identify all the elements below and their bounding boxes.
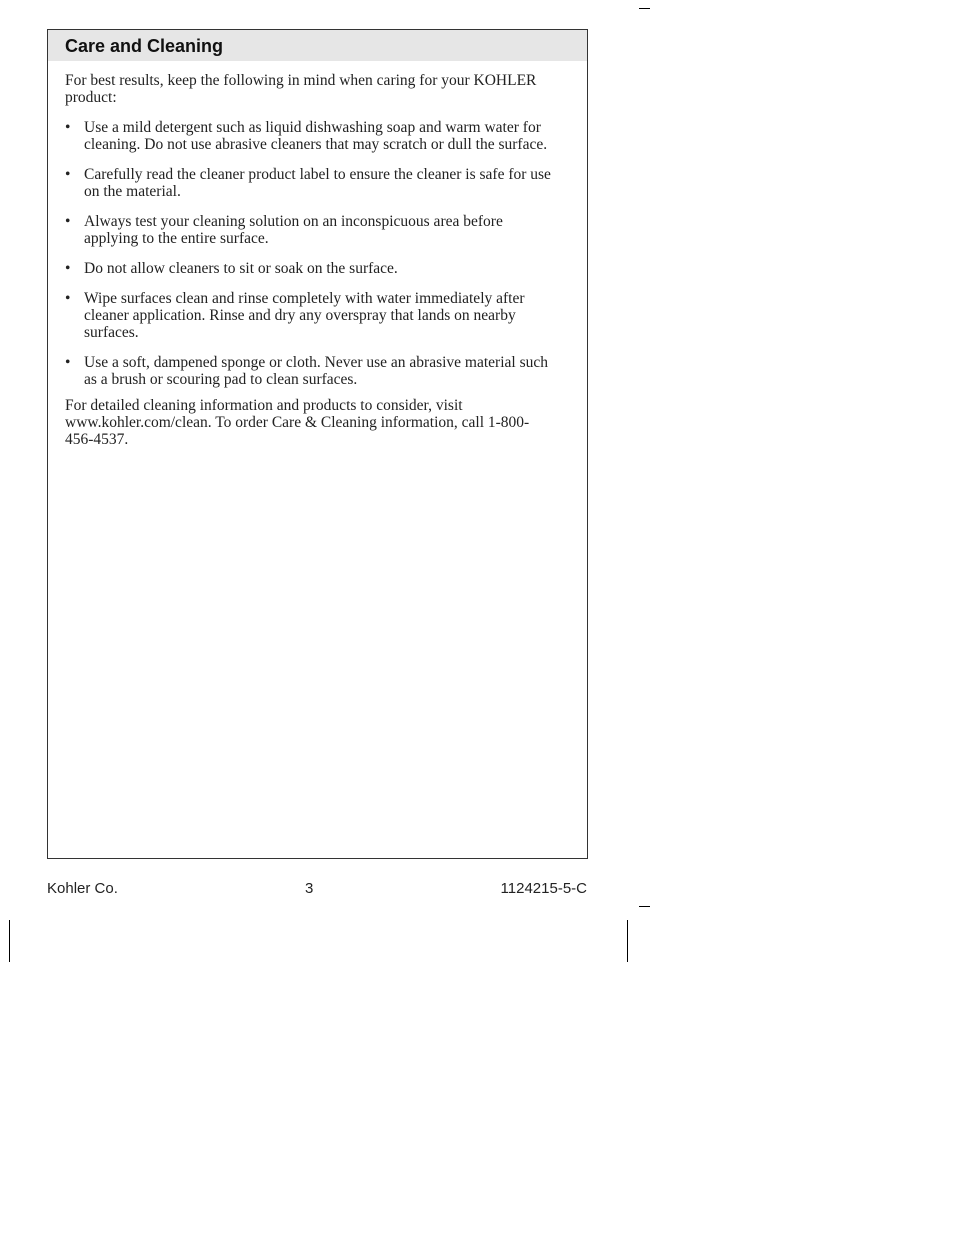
list-item-text: Wipe surfaces clean and rinse completely with water immediately after cleaner application. Rinse and dry any overspray that lands on nearby surfaces.: [84, 290, 525, 341]
bullet-icon: •: [65, 166, 71, 183]
crop-mark-bottom-left: [9, 920, 10, 962]
intro-paragraph: For best results, keep the following in mind when caring for your KOHLER product:: [65, 72, 537, 106]
crop-mark-top-right: [639, 8, 650, 9]
list-item-text: Use a soft, dampened sponge or cloth. Never use an abrasive material such as a brush or scouring pad to clean surfaces.: [84, 354, 548, 388]
footer-company: Kohler Co.: [47, 880, 118, 897]
list-item: [65, 119, 557, 153]
bullet-icon: •: [65, 354, 71, 371]
crop-mark-bottom-center: [627, 920, 628, 962]
cleaning-tips-list: [65, 119, 557, 388]
footer-doc-number: 1124215-5-C: [500, 880, 587, 897]
section-title: Care and Cleaning: [65, 35, 224, 56]
section-header: [48, 30, 587, 61]
contact-paragraph: For detailed cleaning information and products to consider, visit www.kohler.com/clean. To order Care & Cleaning information, call 1-800-456-4537.: [65, 397, 530, 448]
footer-page-number: 3: [305, 880, 314, 897]
crop-mark-bottom-right: [639, 906, 650, 907]
list-item-text: Do not allow cleaners to sit or soak on the surface.: [84, 260, 398, 277]
list-item: [65, 290, 557, 341]
list-item: [65, 354, 557, 388]
list-item: [65, 260, 557, 277]
bullet-icon: •: [65, 213, 71, 230]
list-item: [65, 213, 557, 247]
list-item: [65, 166, 557, 200]
bullet-icon: •: [65, 260, 71, 277]
bullet-icon: •: [65, 119, 71, 136]
list-item-text: Use a mild detergent such as liquid dishwashing soap and warm water for cleaning. Do not use abrasive cleaners that may scratch or dull the surface.: [84, 119, 548, 153]
section-body: [48, 61, 587, 448]
list-item-text: Always test your cleaning solution on an inconspicuous area before applying to the entire surface.: [84, 213, 503, 247]
list-item-text: Carefully read the cleaner product label to ensure the cleaner is safe for use on the material.: [84, 166, 551, 200]
care-and-cleaning-box: [47, 29, 588, 859]
bullet-icon: •: [65, 290, 71, 307]
